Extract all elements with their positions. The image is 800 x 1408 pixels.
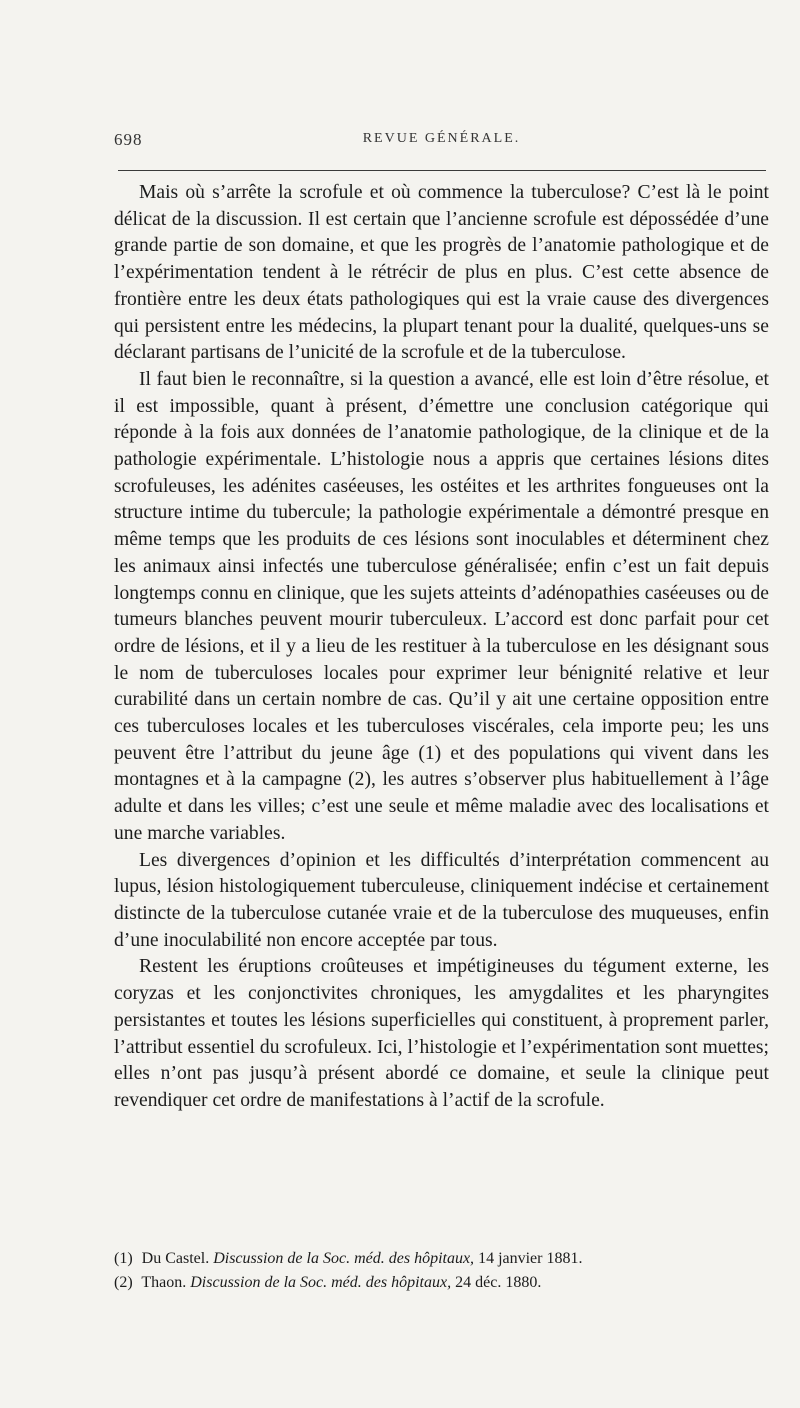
paragraph-1: Mais où s’arrête la scrofule et où commence la tuberculose? C’est là le point délicat de la discussion. Il est certain que l’ancienne scrofule est dépossédée d’une grande partie de son domaine, et que les progrès de l’anatomie pathologique et de l’expérimentation tendent à le rétrécir de plus en plus. C’est cette absence de frontière entre les deux états pathologiques qui est la vraie cause des divergences qui persistent entre les médecins, la plupart tenant pour la dualité, quelques-uns se déclarant partisans de l’unicité de la scrofule et de la tuberculose. — [114, 182, 769, 364]
footnote-author: Du Castel. — [141, 1250, 210, 1267]
footnotes — [114, 1247, 769, 1295]
footnote-title: Discussion de la Soc. méd. des hôpitaux, — [213, 1250, 475, 1267]
body-text — [114, 180, 769, 1115]
footnote-title: Discussion de la Soc. méd. des hôpitaux, — [190, 1274, 452, 1291]
footnote-1 — [114, 1247, 769, 1271]
page-number: 698 — [114, 130, 143, 149]
footnote-date: 14 janvier 1881. — [478, 1250, 583, 1267]
footnote-2 — [114, 1271, 769, 1295]
footnote-date: 24 déc. 1880. — [455, 1274, 542, 1291]
footnote-mark: (1) — [114, 1250, 133, 1267]
running-title: REVUE GÉNÉRALE. — [362, 131, 521, 146]
footnote-mark: (2) — [114, 1274, 133, 1291]
footnote-author: Thaon. — [141, 1274, 187, 1291]
paragraph-2: Il faut bien le reconnaître, si la question a avancé, elle est loin d’être résolue, et il est impossible, quant à présent, d’émettre une conclusion catégorique qui réponde à la fois aux données de l’anatomie pathologique, de la clinique et de la pathologie expérimentale. L’histologie nous a appris que certaines lésions dites scrofuleuses, les adénites caséeuses, les ostéites et les arthrites fongueuses ont la structure intime du tubercule; la pathologie expérimentale a démontré presque en même temps que les produits de ces lésions sont inoculables et déterminent chez les animaux ainsi infectés une tuberculose généralisée; enfin c’est un fait depuis longtemps connu en clinique, que les sujets atteints d’adénopathies caséeuses ou de tumeurs blanches peuvent mourir tuberculeux. L’accord est donc parfait pour cet ordre de lésions, et il y a lieu de les restituer à la tuberculose en les désignant sous le nom de tuberculoses locales pour exprimer leur bénignité relative et leur curabilité dans un certain nombre de cas. Qu’il y ait une certaine opposition entre ces tuberculoses locales et les tuberculoses viscérales, cela importe peu; les uns peuvent être l’attribut du jeune âge (1) et des populations qui vivent dans les montagnes et à la campagne (2), les autres s’observer plus habituellement à l’âge adulte et dans les villes; c’est une seule et même maladie avec des localisations et une marche variables. — [114, 368, 769, 844]
running-head — [114, 130, 769, 156]
paragraph-3: Les divergences d’opinion et les difficultés d’interprétation commencent au lupus, lésion histologiquement tuberculeuse, cliniquement indécise et certainement distincte de la tuberculose cutanée vraie et de la tuberculose des muqueuses, enfin d’une inoculabilité non encore acceptée par tous. — [114, 849, 769, 951]
header-rule — [118, 170, 766, 171]
paragraph-4: Restent les éruptions croûteuses et impétigineuses du tégument externe, les coryzas et les conjonctivites chroniques, les amygdalites et les pharyngites persistantes et toutes les lésions superficielles qui constituent, à proprement parler, l’attribut essentiel du scrofuleux. Ici, l’histologie et l’expérimentation sont muettes; elles n’ont pas jusqu’à présent abordé ce domaine, et seule la clinique peut revendiquer cet ordre de manifestations à l’actif de la scrofule. — [114, 956, 769, 1111]
